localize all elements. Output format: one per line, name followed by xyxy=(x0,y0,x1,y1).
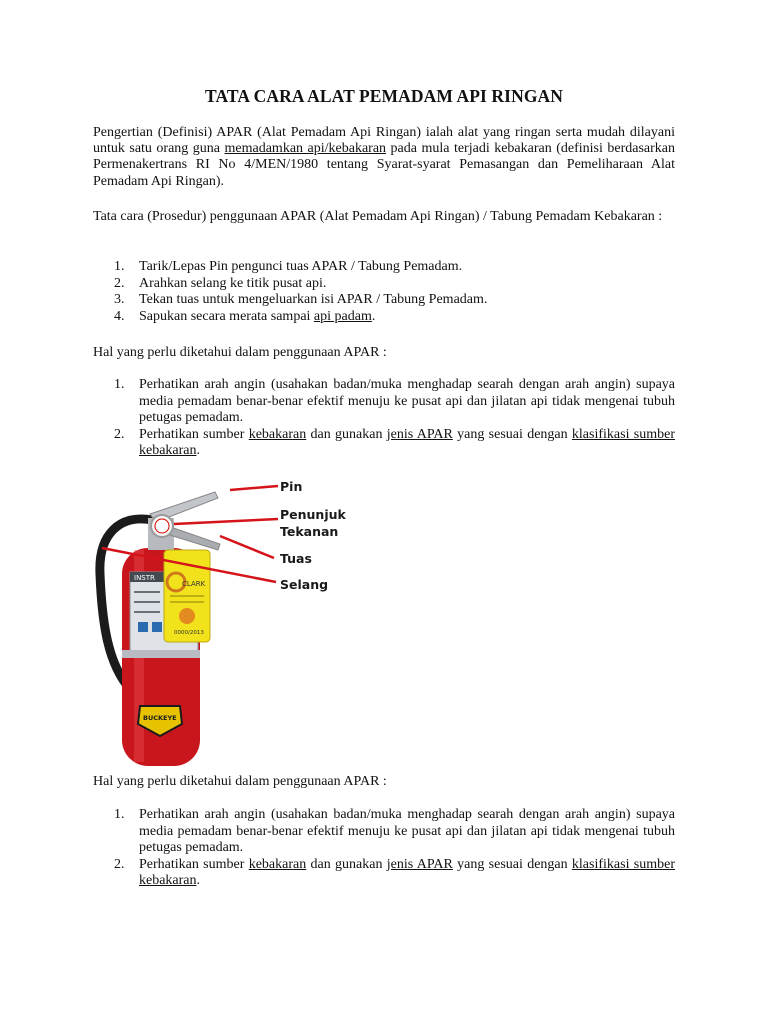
list-item xyxy=(93,807,675,857)
label-selang: Selang xyxy=(280,577,329,592)
list-text: Perhatikan arah angin (usahakan badan/muka menghadap searah dengan arah angin) supaya media pemadam benar-benar efektif menuju ke pusat api dan jilatan api tidak mengenai tubuh petugas pemadam. xyxy=(139,377,675,426)
link-klasifikasi[interactable]: klasifikasi sumber kebakaran xyxy=(139,426,675,459)
link-jenis-apar[interactable]: jenis APAR xyxy=(386,856,453,872)
list-number: 1. xyxy=(114,807,125,822)
pointer-penunjuk xyxy=(174,519,278,524)
notes-list-1 xyxy=(93,377,675,460)
definition-text: Pengertian (Definisi) APAR (Alat Pemadam Api Ringan) ialah alat yang ringan serta mudah dilayani untuk satu orang guna xyxy=(93,125,675,157)
list-item xyxy=(93,857,675,890)
list-number: 2. xyxy=(114,275,125,291)
list-text-end: . xyxy=(196,873,201,889)
label-tuas: Tuas xyxy=(280,551,312,566)
list-number: 2. xyxy=(114,426,125,442)
bracket-band xyxy=(122,650,200,658)
notes-heading-1: Hal yang perlu diketahui dalam penggunaan APAR : xyxy=(93,345,387,360)
pointer-pin xyxy=(230,486,278,490)
list-number: 4. xyxy=(114,308,125,324)
list-text: Perhatikan sumber xyxy=(139,856,249,872)
tag-brand: CLARK xyxy=(182,580,206,588)
gauge-dial xyxy=(155,519,169,533)
label-penunjuk: Penunjuk xyxy=(280,507,346,522)
list-text: Arahkan selang ke titik pusat api. xyxy=(139,275,327,291)
procedure-list xyxy=(93,259,675,325)
label-pin: Pin xyxy=(280,479,303,494)
list-item xyxy=(93,377,675,427)
link-api-padam[interactable]: api padam xyxy=(313,308,372,324)
badge-text: BUCKEYE xyxy=(143,714,177,722)
list-text: Sapukan secara merata sampai xyxy=(139,308,314,324)
list-number: 3. xyxy=(114,292,125,308)
tag-code: 0000/2013 xyxy=(174,630,204,636)
list-item xyxy=(93,427,675,460)
procedure-intro: Tata cara (Prosedur) penggunaan APAR (Alat Pemadam Api Ringan) / Tabung Pemadam Kebakaran : xyxy=(93,209,663,224)
list-item xyxy=(93,292,675,309)
list-text: dan gunakan xyxy=(306,856,387,872)
list-text: yang sesuai dengan xyxy=(452,426,572,442)
link-kebakaran[interactable]: kebakaran xyxy=(248,856,307,872)
list-text-end: . xyxy=(371,308,376,324)
label-icon xyxy=(138,622,148,632)
list-text: Perhatikan arah angin (usahakan badan/muka menghadap searah dengan arah angin) supaya media pemadam benar-benar efektif menuju ke pusat api dan jilatan api tidak mengenai tubuh petugas pemadam. xyxy=(139,807,675,856)
list-item xyxy=(93,309,675,326)
label-tekanan: Tekanan xyxy=(280,524,339,539)
link-jenis-apar[interactable]: jenis APAR xyxy=(386,426,453,442)
list-text: Tarik/Lepas Pin pengunci tuas APAR / Tabung Pemadam. xyxy=(139,259,463,274)
label-icon xyxy=(152,622,162,632)
list-text: dan gunakan xyxy=(306,426,387,442)
list-number: 1. xyxy=(114,377,125,392)
notes-list-2 xyxy=(93,807,675,890)
link-klasifikasi[interactable]: klasifikasi sumber kebakaran xyxy=(139,856,675,889)
list-text: Perhatikan sumber xyxy=(139,426,249,442)
definition-paragraph xyxy=(93,125,675,190)
fire-extinguisher-figure xyxy=(90,474,390,774)
list-text-end: . xyxy=(196,443,201,459)
instruction-label-text: INSTR xyxy=(134,574,155,582)
pointer-tuas xyxy=(220,536,274,558)
definition-text-end: pada mula terjadi kebakaran (definisi berdasarkan Permenakertrans RI No 4/MEN/1980 tentang Syarat-syarat Pemasangan dan Pemeliharaan Alat Pemadam Api Ringan). xyxy=(93,141,675,189)
notes-heading-2: Hal yang perlu diketahui dalam penggunaan APAR : xyxy=(93,774,387,789)
list-item xyxy=(93,276,675,293)
page-title: TATA CARA ALAT PEMADAM API RINGAN xyxy=(204,86,564,106)
link-kebakaran[interactable]: kebakaran xyxy=(248,426,307,442)
tag-seal xyxy=(179,608,195,624)
list-text: Tekan tuas untuk mengeluarkan isi APAR / Tabung Pemadam. xyxy=(139,292,488,308)
list-number: 2. xyxy=(114,856,125,872)
list-text: yang sesuai dengan xyxy=(452,856,572,872)
list-item xyxy=(93,259,675,276)
list-number: 1. xyxy=(114,259,125,274)
link-memadamkan-api[interactable]: memadamkan api/kebakaran xyxy=(224,141,387,157)
